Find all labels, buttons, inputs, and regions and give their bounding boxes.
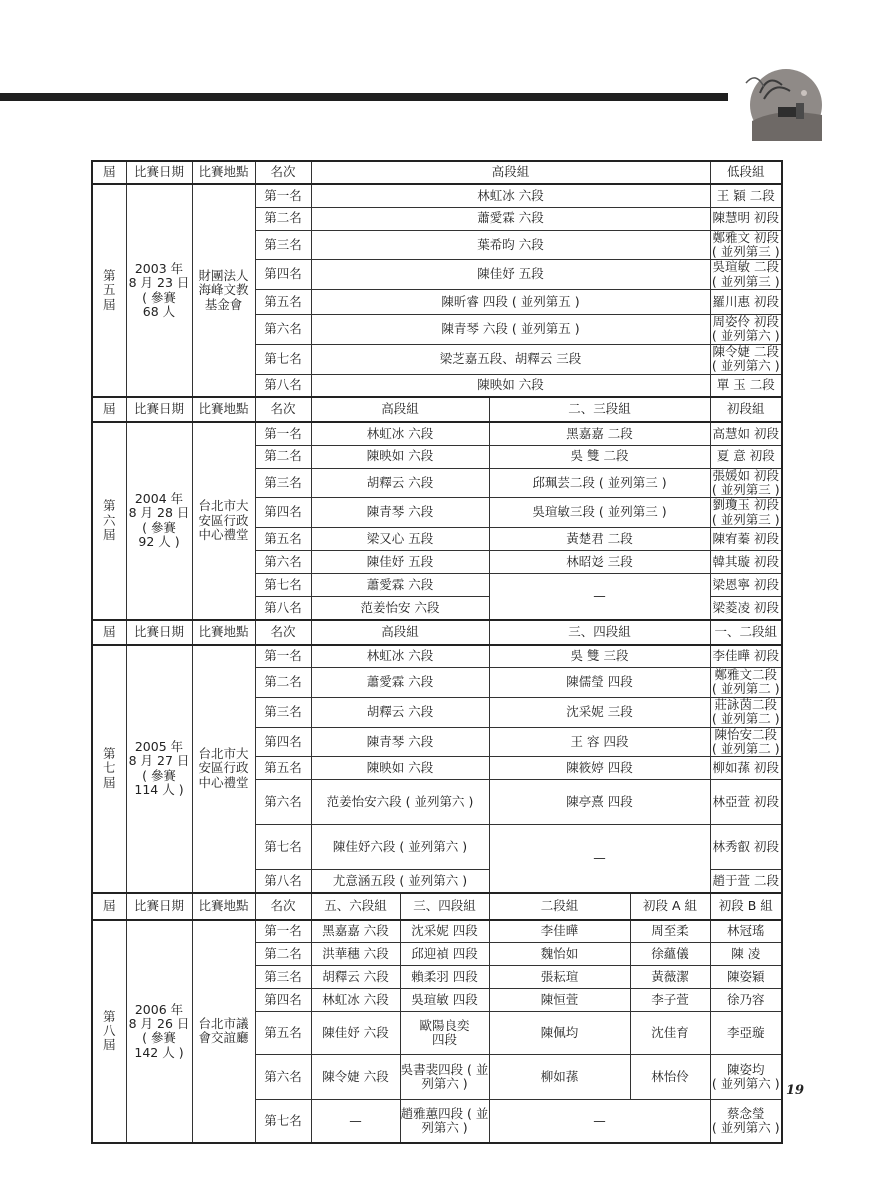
cell-line: 台北市大 [198, 498, 249, 514]
dan2-cell: 柳如蓀 [489, 1055, 630, 1100]
header-low: 低段組 [710, 161, 782, 184]
low-group-cell: 單 玉 二段 [710, 374, 782, 397]
cell-line: 2004 年 [134, 491, 184, 506]
cell-line: 8 月 27 日 [128, 753, 190, 769]
shodan-a-cell: 林怡伶 [630, 1055, 710, 1100]
cell-line: 四段 [431, 1032, 457, 1048]
low-group-cell: 梁菱凌 初段 [710, 597, 782, 620]
shodan-a-cell: 沈佳育 [630, 1012, 710, 1055]
cell-line: ( 參賽 [142, 289, 176, 305]
dan2-cell: 陳恒萱 [489, 989, 630, 1012]
rank-cell: 第六名 [255, 315, 311, 345]
high-group-cell: 葉希昀 六段 [311, 230, 710, 260]
mid-group-cell: 黑嘉嘉 二段 [489, 422, 710, 445]
dan56-cell: 林虹冰 六段 [311, 989, 400, 1012]
mid-group-cell: 吳瑄敏三段 ( 並列第三 ) [489, 498, 710, 528]
dan2-cell: 陳佩均 [489, 1012, 630, 1055]
low-group-cell: 王 穎 二段 [710, 184, 782, 207]
low-group-cell: 陳令婕 二段 ( 並列第六 ) [710, 344, 782, 374]
shodan-b-cell: 陳姿穎 [710, 966, 782, 989]
low-group-cell: 吳瑄敏 二段 ( 並列第三 ) [710, 260, 782, 290]
high-group-cell: 陳青琴 六段 [311, 498, 489, 528]
header-edition: 屆 [92, 620, 126, 645]
mid-group-cell: 黃楚君 二段 [489, 528, 710, 551]
date-cell [126, 422, 192, 620]
low-group-cell: 高慧如 初段 [710, 422, 782, 445]
rank-cell: 第六名 [255, 780, 311, 825]
low-group-cell: 劉瓊玉 初段 ( 並列第三 ) [710, 498, 782, 528]
low-group-cell: 梁恩寧 初段 [710, 574, 782, 597]
cell-line: 68 人 [142, 303, 176, 319]
rank-cell: 第五名 [255, 1012, 311, 1055]
shodan-b-cell: 林冠瑤 [710, 920, 782, 943]
header-rank: 名次 [255, 893, 311, 920]
dan56-cell: 胡釋云 六段 [311, 966, 400, 989]
low-group-cell: 林秀叡 初段 [710, 825, 782, 870]
header-rank: 名次 [255, 161, 311, 184]
rank-cell: 第四名 [255, 498, 311, 528]
low-group-cell: 莊詠茵二段 ( 並列第二 ) [710, 697, 782, 727]
header-bar [0, 93, 728, 101]
low-group-cell: 陳慧明 初段 [710, 207, 782, 230]
dan2-cell: 魏怡如 [489, 943, 630, 966]
shodan-b-cell: 徐乃容 [710, 989, 782, 1012]
high-group-cell: 梁又心 五段 [311, 528, 489, 551]
mid-group-cell: 吳 雙 三段 [489, 645, 710, 668]
cell-line: 蔡念瑩 [727, 1105, 765, 1121]
cell-line: 中心禮堂 [198, 774, 249, 790]
rank-cell: 第四名 [255, 260, 311, 290]
header-shodanA: 初段 A 組 [630, 893, 710, 920]
rank-cell: 第六名 [255, 551, 311, 574]
header-edition: 屆 [92, 161, 126, 184]
high-group-cell: 蕭愛霖 六段 [311, 668, 489, 698]
mid-group-cell: 吳 雙 二段 [489, 445, 710, 468]
venue-cell [192, 184, 255, 397]
rank-cell: 第三名 [255, 697, 311, 727]
high-group-cell: 林虹冰 六段 [311, 422, 489, 445]
rank-cell: 第三名 [255, 966, 311, 989]
header-shodanB: 初段 B 組 [710, 893, 782, 920]
venue-cell [192, 645, 255, 893]
header-shodan: 初段組 [710, 397, 782, 422]
rank-cell: 第二名 [255, 207, 311, 230]
cell-line: 142 人 ) [134, 1044, 184, 1060]
high-group-cell: 胡釋云 六段 [311, 468, 489, 498]
shodan-a-cell: 黃薇潔 [630, 966, 710, 989]
cell-line: 安區行政 [198, 760, 249, 776]
rank-cell: 第一名 [255, 184, 311, 207]
edition-cell: 第 五 屆 [92, 184, 126, 397]
high-group-cell: 林虹冰 六段 [311, 184, 710, 207]
shodan-b-cell [710, 1055, 782, 1100]
rank-cell: 第七名 [255, 344, 311, 374]
edition-cell: 第 八 屆 [92, 920, 126, 1143]
cell-line: 中心禮堂 [198, 526, 249, 542]
dan56-cell: — [311, 1100, 400, 1143]
low-group-cell: 周姿伶 初段 ( 並列第六 ) [710, 315, 782, 345]
dan34-cell [400, 1012, 489, 1055]
header-dan2: 二段組 [489, 893, 630, 920]
high-group-cell: 陳佳妤 五段 [311, 260, 710, 290]
high-group-cell: 陳佳妤 五段 [311, 551, 489, 574]
cell-line: 會交誼廳 [198, 1030, 249, 1046]
high-group-cell: 陳昕睿 四段 ( 並列第五 ) [311, 290, 710, 315]
venue-cell [192, 920, 255, 1143]
cell-line: 台北市議 [198, 1015, 249, 1031]
shodan-b-cell [710, 1100, 782, 1143]
cell-line: 列第六 ) [421, 1120, 468, 1135]
low-group-cell: 陳怡安二段 ( 並列第二 ) [710, 727, 782, 757]
rank-cell: 第七名 [255, 574, 311, 597]
low-group-cell: 林亞萱 初段 [710, 780, 782, 825]
high-group-cell: 林虹冰 六段 [311, 645, 489, 668]
high-group-cell: 范姜怡安六段 ( 並列第六 ) [311, 780, 489, 825]
dan56-cell: 陳令婕 六段 [311, 1055, 400, 1100]
tournament-results-table [91, 160, 783, 1144]
low-group-cell: 夏 意 初段 [710, 445, 782, 468]
header-high: 高段組 [311, 161, 710, 184]
header-dan34: 三、四段組 [400, 893, 489, 920]
cell-line: 安區行政 [198, 512, 249, 528]
cell-line: 趙雅蕙四段 ( 並 [400, 1105, 489, 1121]
low-group-cell: 李佳曄 初段 [710, 645, 782, 668]
cell-line: 基金會 [204, 296, 243, 312]
dan2-cell: 張耘瑄 [489, 966, 630, 989]
cell-line: ( 參賽 [142, 767, 176, 783]
rank-cell: 第二名 [255, 668, 311, 698]
low-group-cell: 柳如蓀 初段 [710, 757, 782, 780]
shodan-a-cell: 李子萱 [630, 989, 710, 1012]
mid-group-cell: 王 容 四段 [489, 727, 710, 757]
cell-line: ( 並列第六 ) [711, 1076, 780, 1092]
cell-line: 8 月 26 日 [128, 1015, 190, 1031]
header-date: 比賽日期 [126, 397, 192, 422]
cell-line: 92 人 ) [138, 534, 180, 550]
cell-line: ( 參賽 [142, 519, 176, 535]
rank-cell: 第八名 [255, 374, 311, 397]
page-number: 19 [786, 1083, 805, 1098]
header-venue: 比賽地點 [192, 893, 255, 920]
rank-cell: 第五名 [255, 757, 311, 780]
header-rank: 名次 [255, 620, 311, 645]
cell-line: 海峰文教 [198, 282, 249, 298]
high-group-cell: 陳佳妤六段 ( 並列第六 ) [311, 825, 489, 870]
header-dan34: 三、四段組 [489, 620, 710, 645]
rank-cell: 第五名 [255, 528, 311, 551]
mid-group-cell: — [489, 574, 710, 620]
cell-line: 列第六 ) [421, 1076, 468, 1092]
high-group-cell: 陳映如 六段 [311, 445, 489, 468]
date-cell [126, 645, 192, 893]
rank-cell: 第二名 [255, 943, 311, 966]
low-group-cell: 張媛如 初段 ( 並列第三 ) [710, 468, 782, 498]
cell-line: 2006 年 [134, 1001, 184, 1017]
low-group-cell: 羅川惠 初段 [710, 290, 782, 315]
high-group-cell: 范姜怡安 六段 [311, 597, 489, 620]
edition-cell: 第 六 屆 [92, 422, 126, 620]
dan2-cell: 李佳曄 [489, 920, 630, 943]
high-group-cell: 陳青琴 六段 ( 並列第五 ) [311, 315, 710, 345]
cell-line: 8 月 28 日 [128, 505, 190, 521]
rank-cell: 第三名 [255, 468, 311, 498]
dan56-cell: 陳佳妤 六段 [311, 1012, 400, 1055]
dan34-cell: 吳瑄敏 四段 [400, 989, 489, 1012]
cell-line: 陳姿均 [727, 1061, 765, 1077]
mid-group-cell: — [489, 825, 710, 893]
cell-line: 8 月 23 日 [128, 275, 190, 291]
low-group-cell: 鄭雅文 初段 ( 並列第三 ) [710, 230, 782, 260]
rank-cell: 第三名 [255, 230, 311, 260]
cell-line: 114 人 ) [134, 782, 184, 797]
header-date: 比賽日期 [126, 893, 192, 920]
cell-line: ( 參賽 [142, 1030, 176, 1046]
header-edition: 屆 [92, 893, 126, 920]
mid-group-cell: 陳儒瑩 四段 [489, 668, 710, 698]
cell-line: 財團法人 [198, 267, 249, 283]
rank-cell: 第四名 [255, 989, 311, 1012]
dan34-cell: 邱迎禎 四段 [400, 943, 489, 966]
header-date: 比賽日期 [126, 161, 192, 184]
header-dan56: 五、六段組 [311, 893, 400, 920]
high-group-cell: 梁芝嘉五段、胡釋云 三段 [311, 344, 710, 374]
rank-cell: 第二名 [255, 445, 311, 468]
header-dan12: 一、二段組 [710, 620, 782, 645]
shodan-a-cell: 徐蘊儀 [630, 943, 710, 966]
rank-cell: 第一名 [255, 645, 311, 668]
low-group-cell: 韓其璇 初段 [710, 551, 782, 574]
dan34-cell [400, 1100, 489, 1143]
shodan-b-cell: 陳 凌 [710, 943, 782, 966]
cell-line: 台北市大 [198, 746, 249, 762]
cell-line: 2003 年 [134, 260, 184, 276]
high-group-cell: 蕭愛霖 六段 [311, 574, 489, 597]
date-cell [126, 184, 192, 397]
rank-cell: 第八名 [255, 597, 311, 620]
high-group-cell: 陳映如 六段 [311, 757, 489, 780]
cell-line: 吳書裴四段 ( 並 [400, 1061, 489, 1077]
header-dan23: 二、三段組 [489, 397, 710, 422]
dan34-cell [400, 1055, 489, 1100]
rank-cell: 第一名 [255, 422, 311, 445]
header-date: 比賽日期 [126, 620, 192, 645]
header-high: 高段組 [311, 397, 489, 422]
mid-group-cell: 陳筱婷 四段 [489, 757, 710, 780]
rank-cell: 第七名 [255, 825, 311, 870]
dan2-shodan-a-cell: — [489, 1100, 710, 1143]
dan56-cell: 洪華穗 六段 [311, 943, 400, 966]
shodan-a-cell: 周至柔 [630, 920, 710, 943]
cell-line: 2005 年 [134, 738, 184, 754]
rank-cell: 第六名 [255, 1055, 311, 1100]
header-venue: 比賽地點 [192, 161, 255, 184]
cell-line: ( 並列第六 ) [711, 1120, 780, 1135]
header-venue: 比賽地點 [192, 620, 255, 645]
mid-group-cell: 沈采妮 三段 [489, 697, 710, 727]
edition-cell: 第 七 屆 [92, 645, 126, 893]
mid-group-cell: 邱珮芸二段 ( 並列第三 ) [489, 468, 710, 498]
ink-painting-emblem [738, 63, 828, 141]
shodan-b-cell: 李亞璇 [710, 1012, 782, 1055]
dan34-cell: 沈采妮 四段 [400, 920, 489, 943]
mid-group-cell: 林昭彣 三段 [489, 551, 710, 574]
rank-cell: 第一名 [255, 920, 311, 943]
header-high: 高段組 [311, 620, 489, 645]
high-group-cell: 陳映如 六段 [311, 374, 710, 397]
high-group-cell: 蕭愛霖 六段 [311, 207, 710, 230]
header-venue: 比賽地點 [192, 397, 255, 422]
cell-line: 歐陽良奕 [419, 1017, 470, 1033]
low-group-cell: 鄭雅文二段 ( 並列第二 ) [710, 668, 782, 698]
header-rank: 名次 [255, 397, 311, 422]
venue-cell [192, 422, 255, 620]
low-group-cell: 陳宥蓁 初段 [710, 528, 782, 551]
mid-group-cell: 陳亭熹 四段 [489, 780, 710, 825]
rank-cell: 第八名 [255, 870, 311, 893]
high-group-cell: 陳青琴 六段 [311, 727, 489, 757]
high-group-cell: 尤意涵五段 ( 並列第六 ) [311, 870, 489, 893]
rank-cell: 第四名 [255, 727, 311, 757]
date-cell [126, 920, 192, 1143]
dan34-cell: 賴柔羽 四段 [400, 966, 489, 989]
dan56-cell: 黑嘉嘉 六段 [311, 920, 400, 943]
rank-cell: 第七名 [255, 1100, 311, 1143]
high-group-cell: 胡釋云 六段 [311, 697, 489, 727]
header-edition: 屆 [92, 397, 126, 422]
rank-cell: 第五名 [255, 290, 311, 315]
low-group-cell: 趙于萱 二段 [710, 870, 782, 893]
